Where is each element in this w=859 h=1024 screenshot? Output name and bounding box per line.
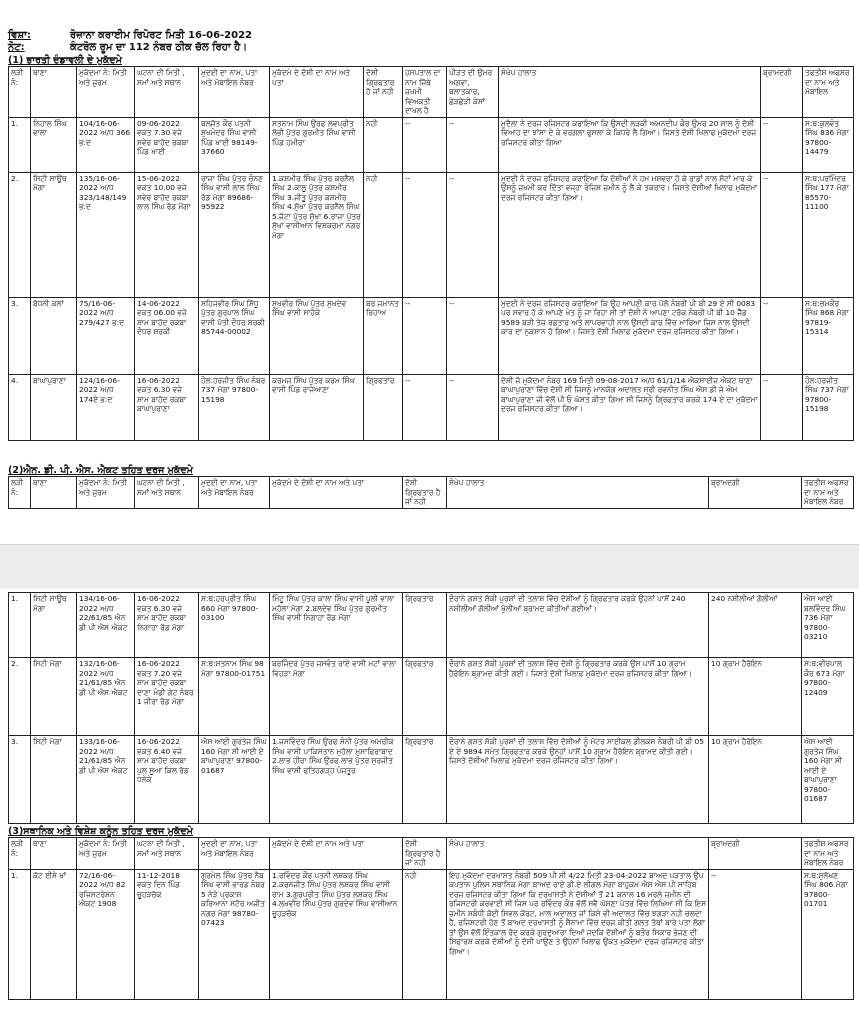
table-row [9, 869, 854, 999]
table-cell: ਐਸ ਆਈ ਬਲਵਿੰਦਰ ਸਿੰਘ 736 ਮੋਗਾ 97800-03210 [802, 593, 854, 658]
table-cell: ਕਰਮਜ ਸਿੰਘ ਪੁੱਤਰ ਕਰਮ ਸਿੰਘ ਵਾਸੀ ਪਿੰਡ ਰਾਜੇਆਣਾ [270, 374, 364, 440]
table-cell: -- [447, 374, 499, 440]
column-header: ਸੰਖੇਪ ਹਾਲਾਤ [447, 838, 709, 870]
table-cell: -- [403, 172, 447, 297]
table-cell: -- [761, 374, 803, 440]
note-value: ਕੰਟਰੋਲ ਰੂਮ ਦਾ 112 ਨੰਬਰ ਠੀਕ ਚੱਲ ਰਿਹਾ ਹੈ। [70, 42, 248, 53]
table-cell: 1.ਰਵਿੰਦਰ ਕੌਰ ਪਤਨੀ ਲਸ਼ਕਰ ਸਿੰਘ 2.ਕਰਨਜੀਤ ਸਿੰਘ ਪੁੱਤਰ ਲਸ਼ਕਰ ਸਿੰਘ ਵਾਸੀ ਰਾਮ 3.ਗੁਰਪ੍ਰੀਤ ਸਿੰਘ ਪੁੱਤਰ ਲਸ਼ਕਰ ਸਿੰਘ 4.ਲਖਵੀਰ ਸਿੰਘ ਪੁੱਤਰ ਗੁਰਦੇਵ ਸਿੰਘ ਵਾਸੀਆਨ ਚੂਹੜਚੱਕ [270, 869, 403, 999]
table-cell: ਸ:ਥ:ਸਤਨਾਮ ਸਿੰਘ 98 ਮੋਗਾ 97800-01751 [199, 658, 270, 736]
table-cell: -- [447, 117, 499, 172]
table-cell: ਐਸ ਆਈ ਗੁਰਤੇਜ ਸਿੰਘ 160 ਮੋਗਾ ਸੀ ਆਈ ਏ ਬਾਘਾਪੁਰਾਣਾ 97800-01687 [802, 736, 854, 824]
table-cell: -- [761, 117, 803, 172]
table-cell: ਮੁਦਈ ਨੇ ਦਰਜ ਰਜਿਸਟਰ ਕਰਾਇਆ ਕਿ ਦੋਸ਼ੀਆਂ ਨੇ ਹਮ ਮਸ਼ਵਰਾ ਹੋ ਕੇ ਰਾਡਾਂ ਨਾਲ ਸੱਟਾਂ ਮਾਰ ਕੇ ਉਸਨੂੰ ਜ਼ਖਮੀ ਕਰ ਦਿੱਤਾ ਵਜ੍ਹਾ ਰੰਜਿਸ਼ ਜ਼ਮੀਨ ਨੂੰ ਲੈ ਕੇ ਤਕਰਾਰ। ਜਿਸਤੇ ਦੋਸ਼ੀਆਂ ਖਿਲਾਫ ਮੁਕੱਦਮਾ ਦਰਜ ਰਜਿਸਟਰ ਕੀਤਾ ਗਿਆ। [499, 172, 761, 297]
table-cell: 11-12-2018 ਵਕਤ ਦਿਨ ਪਿੰਡ ਚੂਹੜਚੱਕ [135, 869, 199, 999]
table-cell: ਸਹਿਜਵੀਰ ਸਿੰਘ ਸਿੱਧੂ ਪੁੱਤਰ ਗੁਰਪਾਲ ਸਿੰਘ ਵਾਸੀ ਪੱਤੀ ਦੌਧਰ ਸ਼ਰਕੀ 85744-00002 [199, 297, 270, 374]
table-cell: ਸ:ਥ:ਕੁਲਵੰਤ ਸਿੰਘ 836 ਮੋਗਾ 97800-14479 [803, 117, 854, 172]
page-break-gap [0, 544, 859, 589]
table-cell: ਬਲਜੋਤ ਕੌਰ ਪਤਨੀ ਸੁਖਮੰਦਰ ਸਿੰਘ ਵਾਸੀ ਪਿੰਡ ਖਾਈ 98149-37660 [199, 117, 270, 172]
table-cell: ਬੱਧਨੀ ਕਲਾਂ [31, 297, 77, 374]
table-cell: 10 ਗ੍ਰਾਮ ਹੈਰੋਇਨ [709, 658, 802, 736]
table-cell: 16-06-2022 ਵਕਤ 6.40 ਵਜੇ ਸ਼ਾਮ ਬਾਹੱਦ ਰਕਬਾ ਪੁਲ ਸੂਆ ਕਿਲ ਰੋਡ ਧਲੇਕੇ [135, 736, 199, 824]
table-cell: 132/16-06-2022 ਅ/ਧ 21/61/85 ਐਨ ਡੀ ਪੀ ਐਸ ਐਕਟ [77, 658, 135, 736]
table-cell: 1.ਜਸਵਿੰਦਰ ਸਿੰਘ ਉਰਫ ਸੰਨੀ ਪੁੱਤਰ ਅਮਰੀਕ ਸਿੰਘ ਵਾਸੀ ਪਾਕਿਸਤਾਨ ਮੁਹੱਲਾ ਮੁਸਾਫਿਰਾਬਾਦ 2.ਲਾਭ ਹੀਰਾ ਸਿੰਘ ਉਰਫ ਲਾਭ ਪੁੱਤਰ ਸੁਰਜੀਤ ਸਿੰਘ ਵਾਸੀ ਫਤਿਹਗੜ੍ਹ ਪੰਜਤੂਰ [270, 736, 403, 824]
table-cell: ਗ੍ਰਿਫਤਾਰ [403, 736, 447, 824]
table-row [9, 593, 854, 658]
column-header: ਥਾਣਾ [31, 67, 77, 118]
table-cell: ਮੁਦੈਲਾ ਨੇ ਦਰਜ ਰਜਿਸਟਰ ਕਰਾਇਆ ਕਿ ਉਸਦੀ ਲੜਕੀ ਅਮਨਦੀਪ ਕੌਰ ਉਮਰ 20 ਸਾਲ ਨੂੰ ਦੋਸ਼ੀ ਵਿਆਹ ਦਾ ਝਾਂਸਾ ਦੇ ਕੇ ਵਰਗਲਾ ਫੁਸਲਾ ਕੇ ਕਿਧਰੇ ਲੈ ਗਿਆ। ਜਿਸਤੇ ਦੋਸ਼ੀ ਖਿਲਾਫ ਮੁਕੱਦਮਾ ਦਰਜ ਰਜਿਸਟਰ ਕੀਤਾ ਗਿਆ [499, 117, 761, 172]
report-header [8, 30, 252, 54]
column-header: ਤਫਤੀਸ਼ ਅਫਸਰ ਦਾ ਨਾਮ ਅਤੇ ਮੋਬਾਇਲ ਨੰਬਰ [802, 477, 854, 509]
table-cell: ਨਹੀ [364, 117, 403, 172]
column-header: ਪੀੜਤ ਦੀ ਉਮਰ ਅਗਵਾ, ਬਲਾਤਕਾਰ, ਛੇੜਛੇੜੀ ਕੇਸਾਂ [447, 67, 499, 118]
table-cell: ਗ੍ਰਿਫਤਾਰ [403, 658, 447, 736]
table-cell: ਸਤਨਾਮ ਸਿੰਘ ਉਰਫ ਲਵਪ੍ਰੀਤ ਲੱਭੀ ਪੁੱਤਰ ਗੁਰਮੀਤ ਸਿੰਘ ਵਾਸੀ ਪਿੰਡ ਹਮੀਰਾ [270, 117, 364, 172]
table-cell: 1.ਕਸ਼ਮੀਰ ਸਿੰਘ ਪੁੱਤਰ ਕਰਨੈਲ ਸਿੰਘ 2.ਕਾਲੂ ਪੁੱਤਰ ਕਸ਼ਮੀਰ ਸਿੰਘ 3.ਜੀਤੂ ਪੁੱਤਰ ਕਸ਼ਮੀਰ ਸਿੰਘ 4.ਸੁੱਖਾ ਪੁੱਤਰ ਕਰਨੈਲ ਸਿੰਘ 5.ਜੱਟਾ ਪੁੱਤਰ ਸੁੱਖਾ 6.ਰਾਜਾ ਪੁੱਤਰ ਸੁੱਖਾ ਵਾਸੀਆਨ ਵਿਸ਼ਕਰਮਾ ਨਗਰ ਮੋਗਾ [270, 172, 364, 297]
table-cell: ਐਸ ਆਈ ਗੁਰਤੇਜ ਸਿੰਘ 160 ਮੋਗਾ ਸੀ ਆਈ ਏ ਬਾਘਾਪੁਰਾਣਾ 97800-01687 [199, 736, 270, 824]
table-row [9, 658, 854, 736]
table-row [9, 297, 854, 374]
table-cell: ਬਾਘਾਪੁਰਾਣਾ [31, 374, 77, 440]
table-cell: -- [761, 172, 803, 297]
table-cell: ਨਹੀ [403, 869, 447, 999]
table-cell: ਸਿਟੀ ਸਾਊਥ ਮੋਗਾ [31, 593, 77, 658]
table-cell: -- [403, 297, 447, 374]
table-cell: 1. [9, 869, 31, 999]
table-cell: 75/16-06-2022 ਅ/ਧ 279/427 ਭ:ਦ [77, 297, 135, 374]
table-cell: ਸ:ਥ:ਸੁਲੱਖਣ ਸਿੰਘ 806 ਮੋਗਾ 97800-01701 [802, 869, 854, 999]
column-header: ਸੰਖੇਪ ਹਾਲਾਤ [499, 67, 761, 118]
column-header: ਮੁਦਈ ਦਾ ਨਾਮ, ਪਤਾ ਅਤੇ ਮੋਬਾਇਲ ਨੰਬਰ [199, 838, 270, 870]
table-cell: 133/16-06-2022 ਅ/ਧ 21/61/85 ਐਨ ਡੀ ਪੀ ਐਸ ਐਕਟ [77, 736, 135, 824]
table-cell: 135/16-06-2022 ਅ/ਧ 323/148/149 ਭ:ਦ [77, 172, 135, 297]
table-cell: -- [709, 869, 802, 999]
table-cell: ਸ:ਥ:ਹਰਪ੍ਰੀਤ ਸਿੰਘ 660 ਮੋਗਾ 97800-03100 [199, 593, 270, 658]
table-row [9, 736, 854, 824]
subject-label: ਵਿਸ਼ਾ: [8, 30, 31, 41]
section3-title: (3)ਸਥਾਨਿਕ ਅਤੇ ਵਿਸ਼ੇਸ਼ ਕਨੂੰਨ ਤਹਿਤ ਦਰਜ ਮੁਕੱਦਮੇ [8, 826, 193, 837]
table-cell: 2. [9, 658, 31, 736]
table-cell: ਸੁਖਵੀਰ ਸਿੰਘ ਪੁੱਤਰ ਸੁਖਦੇਵ ਸਿੰਘ ਵਾਸੀ ਸਾਹੋਕੇ [270, 297, 364, 374]
table-cell: ਸਿਟੀ ਮੋਗਾ [31, 736, 77, 824]
table-cell: ਇਹ ਮੁਕੱਦਮਾ ਦਰਖਾਸਤ ਨੰਬਰੀ 509 ਪੀ ਸੀ 4/22 ਮਿਤੀ 23-04-2022 ਬਾਅਦ ਪੜਤਾਲ ਉਪ ਕਪਤਾਨ ਪੁਲਿਸ ਸਥਾਨਿਕ ਮੋਗਾ ਬਾਅਦ ਰਾਏ ਡੀ.ਏ ਲੀਗਲ ਮੋਗਾ ਬਾਹੁਕਮ ਐਸ ਐਸ ਪੀ ਸਾਹਿਬ ਦਰਜ ਰਜਿਸਟਰ ਕੀਤਾ ਗਿਆ ਕਿ ਦਰਖਾਸਤੀ ਨੇ ਦੋਸ਼ੀਆਂ ਤੋਂ 21 ਕਨਾਲ 16 ਮਰਲੇ ਜ਼ਮੀਨ ਦੀ ਰਜਿਸਟਰੀ ਕਰਵਾਈ ਸੀ ਜਿਸ ਪਰ ਰਵਿੰਦਰ ਕੌਰ ਵੱਲੋਂ ਸਵੈ ਘੋਸ਼ਣਾ ਪੱਤਰ ਵਿੱਚ ਲਿਖਿਆ ਸੀ ਕਿ ਇਸ ਜ਼ਮੀਨ ਸਬੰਧੀ ਕੋਈ ਸਿਵਲ ਕੋਰਟ, ਮਾਲ ਅਦਾਲਤ ਜਾਂ ਕਿਸੇ ਵੀ ਅਦਾਲਤ ਵਿੱਚ ਝਗੜਾ ਨਹੀ ਚਲਦਾ ਹੈ, ਰਜਿਸਟਰੀ ਹੋਣ ਤੋਂ ਬਾਅਦ ਦਰਖਾਸਤੀ ਨੂੰ ਸ਼ੈਨਾਮਾ ਵਿੱਚ ਦਰਜ ਕੀਤੀ ਗਲਤ ਤੱਥਾਂ ਬਾਰੇ ਪਤਾ ਲੱਗਾ ਤਾਂ ਉਸ ਵੱਲੋਂ ਇੰਤਕਾਲ ਰੱਦ ਕਰਕੇ ਗੁਰਦੁਆਰਾ ਦਿਆਂ ਜਦਕਿ ਦੋਸ਼ੀਆਂ ਨੂੰ ਬਤੌਰ ਸਿਕਾਰ ਭੇਜਣ ਦੀ ਸਿਫਾਰਸ਼ ਕਰਕੇ ਦੋਸ਼ੀਆਂ ਨੂੰ ਦੋਸ਼ੀ ਪਾਉਣ ਤੇ ਉਹਨਾਂ ਖਿਲਾਫ ਉਕਤ ਮੁਕੱਦਮਾ ਦਰਜ ਰਜਿਸਟਰ ਕੀਤਾ ਗਿਆ। [447, 869, 709, 999]
column-header: ਮੁਕੱਦਮੇ ਦੇ ਦੋਸ਼ੀ ਦਾ ਨਾਮ ਅਤੇ ਪਤਾ [270, 477, 403, 509]
table-cell: ਦੌਰਾਨੇ ਗਸ਼ਤ ਸ਼ੱਕੀ ਪੁਰਸ਼ਾਂ ਦੀ ਤਲਾਸ਼ ਵਿੱਚ ਦੋਸ਼ੀਆਂ ਨੂੰ ਗ੍ਰਿਫਤਾਰ ਕਰਕੇ ਉਹਨਾਂ ਪਾਸੋਂ 240 ਨਸ਼ੀਲੀਆਂ ਗੋਲੀਆਂ ਖੁੱਲੀਆਂ ਬ੍ਰਾਮਦ ਕੀਤੀਆਂ ਗਈਆਂ। [447, 593, 709, 658]
table-cell: -- [447, 172, 499, 297]
table-cell: 104/16-06-2022 ਅ/ਧ 366 ਭ:ਦ [77, 117, 135, 172]
table-row [9, 374, 854, 440]
column-header: ਬ੍ਰਾਮਦਗੀ [761, 67, 803, 118]
table-cell: 14-06-2022 ਵਕਤ 06.00 ਵਜੇ ਸ਼ਾਮ ਬਾਹੱਦ ਰਕਬਾ ਦੌਧਰ ਸ਼ਰਕੀ [135, 297, 199, 374]
section1-title: (1) ਭਾਰਤੀ ਦੰਡਾਵਲੀ ਦੇ ਮੁਕੱਦਮੇ [8, 55, 122, 66]
table-cell: 1. [9, 117, 31, 172]
column-header: ਮੁਦਈ ਦਾ ਨਾਮ, ਪਤਾ ਅਤੇ ਮੋਬਾਇਲ ਨੰਬਰ [199, 477, 270, 509]
column-header: ਥਾਣਾ [31, 838, 77, 870]
table-cell: ਗ੍ਰਿਫਤਾਰ [364, 374, 403, 440]
column-header: ਮੁਕੱਦਮੇ ਦੇ ਦੋਸ਼ੀ ਦਾ ਨਾਮ ਅਤੇ ਪਤਾ [270, 838, 403, 870]
column-header: ਹਸਪਤਾਲ ਦਾ ਨਾਮ ਜਿੱਥੇ ਜ਼ਖਮੀ ਵਿਅਕਤੀ ਦਾਖਲ ਹੈ [403, 67, 447, 118]
table-cell: 4. [9, 374, 31, 440]
table-cell: 2. [9, 172, 31, 297]
column-header: ਘਟਨਾ ਦੀ ਮਿਤੀ , ਸਮਾਂ ਅਤੇ ਸਥਾਨ [135, 67, 199, 118]
column-header: ਮੁਕੱਦਮਾ ਨੰ: ਮਿਤੀ ਅਤੇ ਜੁਰਮ [77, 67, 135, 118]
column-header: ਮੁਕੱਦਮੇ ਦੇ ਦੋਸ਼ੀ ਦਾ ਨਾਮ ਅਤੇ ਪਤਾ [270, 67, 364, 118]
table-cell: ਮੁਦਈ ਨੇ ਦਰਜ ਰਜਿਸਟਰ ਕਰਾਇਆ ਕਿ ਉਹ ਆਪਣੀ ਕਾਰ ਪੋਲੋ ਨੰਬਰੀ ਪੀ ਬੀ 29 ਏ ਸੀ 0083 ਪਰ ਸਵਾਰ ਹੋ ਕੇ ਆਪਣੇ ਖੇਤ ਨੂੰ ਜਾ ਰਿਹਾ ਸੀ ਤਾਂ ਦੋਸ਼ੀ ਨੇ ਆਪਣਾ ਟਰੱਕ ਨੰਬਰੀ ਪੀ ਬੀ 10 ਜੈੱਡ 9589 ਬੜੀ ਤੇਜ਼ ਰਫਤਾਰ ਅਤੇ ਲਾਪਰਵਾਹੀ ਨਾਲ ਉਸਦੀ ਕਾਰ ਵਿੱਚ ਮਾਰਿਆ ਜਿਸ ਨਾਲ ਉਸਦੀ ਕਾਰ ਦਾ ਨੁਕਸਾਨ ਹੋ ਗਿਆ। ਜਿਸਤੇ ਦੋਸ਼ੀ ਖਿਲਾਫ ਮੁਕੱਦਮਾ ਦਰਜ ਰਜਿਸਟਰ ਕੀਤਾ ਗਿਆ। [499, 297, 761, 374]
table-cell: ਬਰ ਜਮਾਨਤ ਰਿਹਾਅ [364, 297, 403, 374]
table-cell: ਨਿਹਾਲ ਸਿੰਘ ਵਾਲਾ [31, 117, 77, 172]
table-cell: ਕੋਟ ਈਸੇ ਖਾਂ [31, 869, 77, 999]
table-cell: ਹੌਲ:ਹਰਜੀਤ ਸਿੰਘ 737 ਮੋਗਾ 97800-15198 [803, 374, 854, 440]
table-cell: ਹੌਲ:ਹਰਜੀਤ ਸਿੰਘ ਨੰਬਰ 737 ਮੋਗਾ 97800-15198 [199, 374, 270, 440]
table-cell: 15-06-2022 ਵਕਤ 10.00 ਵਜੇ ਸਵੇਰ ਬਾਹੱਦ ਰਕਬਾ ਲਾਲ ਸਿੰਘ ਰੋਡ ਮੋਗਾ [135, 172, 199, 297]
column-header: ਘਟਨਾ ਦੀ ਮਿਤੀ , ਸਮਾਂ ਅਤੇ ਸਥਾਨ [135, 477, 199, 509]
table-cell: ਗ੍ਰਿਫਤਾਰ [403, 593, 447, 658]
table-cell: ਬਰਜਿੰਦਰ ਪੁੱਤਰ ਜਸਵੰਤ ਰਾਏ ਵਾਸੀ ਮਟਾਂ ਵਾਲਾ ਵਿਹੜਾ ਮੋਗਾ [270, 658, 403, 736]
table-cell: ਦੋਸ਼ੀ ਜੋ ਮੁਕੱਦਮਾ ਨੰਬਰ 169 ਮਿਤੀ 09-08-2017 ਅ/ਧ 61/1/14 ਐਕਸਾਈਜ ਐਕਟ ਥਾਣਾ ਬਾਘਾਪੁਰਾਣਾ ਵਿੱਚ ਦੋਸ਼ੀ ਸੀ ਜਿਸਨੂੰ ਮਾਨਯੋਗ ਅਦਾਲਤ ਸ੍ਰੀ ਰਵਨੀਤ ਸਿੰਘ ਐਸ ਡੀ ਜੇ ਐਮ ਬਾਘਾਪੁਰਾਣਾ ਜੀ ਵੱਲੋਂ ਪੀ ਓ ਘੋਸ਼ਤ ਕੀਤਾ ਗਿਆ ਸੀ ਜਿਸਨੂੰ ਗ੍ਰਿਫਤਾਰ ਕਰਕੇ 174 ਏ ਦਾ ਮੁਕੱਦਮਾ ਦਰਜ ਰਜਿਸਟਰ ਕੀਤਾ ਗਿਆ। [499, 374, 761, 440]
ipc-cases-table [8, 66, 854, 441]
column-header: ਸੰਖੇਪ ਹਾਲਾਤ [447, 477, 709, 509]
table-cell: ਮਿੰਟੂ ਸਿੰਘ ਪੁੱਤਰ ਕਾਲਾ ਸਿੰਘ ਵਾਸੀ ਪੂਲੀ ਵਾਲਾ ਮਹੱਲਾ ਮੋਗਾ 2.ਬਲਦੇਵ ਸਿੰਘ ਪੁੱਤਰ ਗੁਰਮੀਤ ਸਿੰਘ ਵਾਸੀ ਨਿਗਾਹਾ ਰੋਡ ਮੋਗਾ [270, 593, 403, 658]
table-cell: ਸ:ਥ:ਵੀਰਪਾਲ ਕੌਰ 673 ਮੋਗਾ 97800-12409 [802, 658, 854, 736]
table-cell: ਰਾਜਾ ਸਿੰਘ ਪੁੱਤਰ ਚੰਨਣ ਸਿੰਘ ਵਾਸੀ ਲਾਲ ਸਿੰਘ ਰੋਡ ਮੋਗਾ 89686-95922 [199, 172, 270, 297]
table-cell: ਸ:ਥ:ਚਮਕੌਰ ਸਿੰਘ 868 ਮੋਗਾ 97819-15314 [803, 297, 854, 374]
table-cell: 72/16-06-2022 ਅ/ਧ 82 ਰਜਿਸਟਰੇਸ਼ਨ ਐਕਟ 1908 [77, 869, 135, 999]
local-special-law-table [8, 837, 854, 1000]
column-header: ਦੋਸ਼ੀ ਗ੍ਰਿਫਤਾਰ ਹੈ ਜਾਂ ਨਹੀ [403, 838, 447, 870]
column-header: ਥਾਣਾ [31, 477, 77, 509]
column-header: ਲੜੀ ਨੰ: [9, 838, 31, 870]
table-cell: ਸ:ਥ:ਪਰਮਿੰਦਰ ਸਿੰਘ 177 ਮੋਗਾ 85570-11100 [803, 172, 854, 297]
table-cell: -- [403, 374, 447, 440]
table-cell: ਨਹੀ [364, 172, 403, 297]
table-cell: 09-06-2022 ਵਕਤ 7.30 ਵਜੇ ਸਵੇਰ ਬਾਹੱਦ ਰਕਬਾ ਪਿੰਡ ਖਾਈ [135, 117, 199, 172]
table-cell: -- [403, 117, 447, 172]
column-header: ਤਫਤੀਸ਼ ਅਫਸਰ ਦਾ ਨਾਮ ਅਤੇ ਮੋਬਾਇਲ [803, 67, 854, 118]
column-header: ਮੁਦਈ ਦਾ ਨਾਮ, ਪਤਾ ਅਤੇ ਮੋਬਾਇਲ ਨੰਬਰ [199, 67, 270, 118]
table-cell: 16-06-2022 ਵਕਤ 6.30 ਵਜੇ ਸ਼ਾਮ ਬਾਹੱਦ ਰਕਬਾ ਬਾਘਾਪੁਰਾਣਾ [135, 374, 199, 440]
column-header: ਤਫਤੀਸ਼ ਅਫਸਰ ਦਾ ਨਾਮ ਅਤੇ ਮੋਬਾਇਲ ਨੰਬਰ [802, 838, 854, 870]
table-cell: ਸਿਟੀ ਸਾਊਥ ਮੋਗਾ [31, 172, 77, 297]
table-cell: 3. [9, 736, 31, 824]
ndps-header-table [8, 476, 854, 509]
note-label: ਨੋਟ: [8, 42, 25, 53]
table-cell: 16-06-2022 ਵਕਤ 7.20 ਵਜੇ ਸ਼ਾਮ ਬਾਹੱਦ ਰਕਬਾ ਦਾਣਾ ਮੰਡੀ ਗੇਟ ਨੰਬਰ 1 ਜੀਰਾ ਰੋਡ ਮੋਗਾ [135, 658, 199, 736]
table-cell: 134/16-06-2022 ਅ/ਧ 22/61/85 ਐਨ ਡੀ ਪੀ ਐਸ ਐਕਟ [77, 593, 135, 658]
ndps-cases-table [8, 592, 854, 824]
section2-title: (2)ਐਨ. ਡੀ. ਪੀ. ਐਸ. ਐਕਟ ਤਹਿਤ ਦਰਜ ਮੁਕੱਦਮੇ [8, 465, 193, 476]
table-cell: 124/16-06-2022 ਅ/ਧ 174ਏ ਭ:ਦ [77, 374, 135, 440]
table-row [9, 117, 854, 172]
column-header: ਘਟਨਾ ਦੀ ਮਿਤੀ , ਸਮਾਂ ਅਤੇ ਸਥਾਨ [135, 838, 199, 870]
column-header: ਮੁਕੱਦਮਾ ਨੰ: ਮਿਤੀ ਅਤੇ ਜੁਰਮ [77, 477, 135, 509]
table-cell: 1. [9, 593, 31, 658]
column-header: ਬ੍ਰਾਮਦਗੀ [709, 838, 802, 870]
table-cell: 240 ਨਸ਼ੀਲੀਆਂ ਗੋਲੀਆਂ [709, 593, 802, 658]
table-cell: 3. [9, 297, 31, 374]
table-row [9, 172, 854, 297]
table-cell: -- [761, 297, 803, 374]
table-cell: ਗੁਰਮੇਲ ਸਿੰਘ ਪੁੱਤਰ ਨੈਬ ਸਿੰਘ ਵਾਸੀ ਵਾਰਡ ਨੰਬਰ 5 ਨੇੜੇ ਪ੍ਰਕਾਸ਼ ਕਰਿਆਨਾ ਸਟੋਰ ਅਜੀਤ ਨਗਰ ਮੋਗਾ 98780-07423 [199, 869, 270, 999]
column-header: ਲੜੀ ਨੰ: [9, 477, 31, 509]
subject-value: ਰੋਜ਼ਾਨਾ ਕਰਾਈਮ ਰਿਪੋਰਟ ਮਿਤੀ 16-06-2022 [70, 30, 253, 41]
column-header: ਦੋਸ਼ੀ ਗ੍ਰਿਫਤਾਰ ਹੋ ਜਾਂ ਨਹੀ [364, 67, 403, 118]
table-cell: ਸਿਟੀ ਮੋਗਾ [31, 658, 77, 736]
table-cell: 10 ਗ੍ਰਾਮ ਹੈਰੋਇਨ [709, 736, 802, 824]
column-header: ਬ੍ਰਾਮਦਗੀ [709, 477, 802, 509]
column-header: ਮੁਕੱਦਮਾ ਨੰ: ਮਿਤੀ ਅਤੇ ਜੁਰਮ [77, 838, 135, 870]
table-cell: ਦੌਰਾਨੇ ਗਸ਼ਤ ਸ਼ੱਕੀ ਪੁਰਸ਼ਾਂ ਦੀ ਤਲਾਸ਼ ਵਿੱਚ ਦੋਸ਼ੀ ਨੂੰ ਗ੍ਰਿਫਤਾਰ ਕਰਕੇ ਉਸ ਪਾਸੋਂ 10 ਗ੍ਰਾਮ ਹੈਰੋਇਨ ਬ੍ਰਾਮਦ ਕੀਤੀ ਗਈ। ਜਿਸਤੇ ਦੋਸ਼ੀ ਖਿਲਾਫ ਮੁਕੱਦਮਾ ਦਰਜ ਰਜਿਸਟਰ ਕੀਤਾ ਗਿਆ। [447, 658, 709, 736]
table-cell: ਦੌਰਾਨੇ ਗਸ਼ਤ ਸ਼ੱਕੀ ਪੁਰਸ਼ਾਂ ਦੀ ਤਲਾਸ਼ ਵਿੱਚ ਦੋਸ਼ੀਆਂ ਨੂੰ ਮੋਟਰ ਸਾਈਕਲ ਡੀਲਕਸ ਨੰਬਰੀ ਪੀ ਬੀ 05 ਏ ਏ 9894 ਸਮੇਤ ਗ੍ਰਿਫਤਾਰ ਕਰਕੇ ਉਨ੍ਹਾਂ ਪਾਸੋਂ 10 ਗ੍ਰਾਮ ਹੈਰੋਇਨ ਬ੍ਰਾਮਦ ਕੀਤੀ ਗਈ। ਜਿਸਤੇ ਦੋਸ਼ੀਆਂ ਖਿਲਾਫ ਮੁਕੱਦਮਾ ਦਰਜ ਰਜਿਸਟਰ ਕੀਤਾ ਗਿਆ। [447, 736, 709, 824]
table-cell: 16-06-2022 ਵਕਤ 6.30 ਵਜੇ ਸ਼ਾਮ ਬਾਹੱਦ ਰਕਬਾ ਨਿਗਾਹਾ ਰੋਡ ਮੋਗਾ [135, 593, 199, 658]
column-header: ਦੋਸ਼ੀ ਗ੍ਰਿਫਤਾਰ ਹੈ ਜਾਂ ਨਹੀ [403, 477, 447, 509]
column-header: ਲੜੀ ਨੰ: [9, 67, 31, 118]
table-cell: -- [447, 297, 499, 374]
